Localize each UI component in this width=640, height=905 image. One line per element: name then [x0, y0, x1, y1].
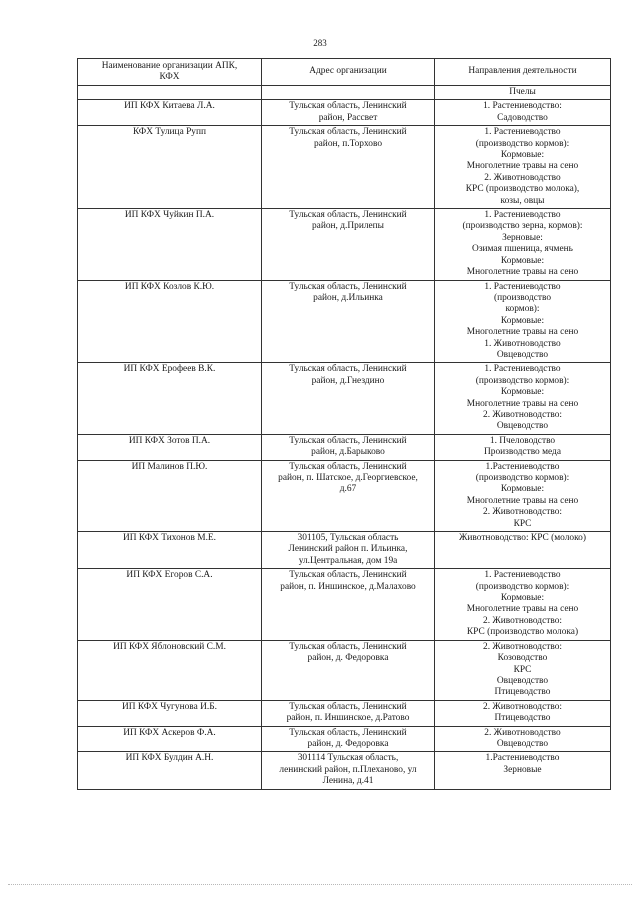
table-row — [78, 434, 611, 460]
activity-directions-cell — [435, 460, 611, 531]
cell-line: ИП КФХ Аскеров Ф.А. — [123, 727, 216, 738]
organization-address-cell — [262, 126, 435, 209]
activity-directions-cell — [435, 640, 611, 700]
table-row — [78, 280, 611, 363]
cell-line: Овцеводство — [496, 349, 549, 360]
cell-line: (производство кормов): — [475, 375, 570, 386]
cell-line: район, п.Торхово — [313, 138, 383, 149]
cell-line: 1.Растениеводство — [485, 753, 560, 764]
cell-line: Многолетние травы на сено — [466, 495, 579, 506]
cell-line: Тульская область, Ленинский — [289, 461, 407, 472]
cell-line: козы, овцы — [500, 195, 545, 206]
cell-line: Кормовые: — [500, 150, 545, 161]
table-row — [78, 209, 611, 280]
cell-line: ленинский район, п.Плеханово, ул — [279, 764, 417, 775]
cell-line: ИП КФХ Булдин А.Н. — [125, 753, 214, 764]
cell-line: район, д. Федоровка — [307, 653, 389, 664]
cell-line: Птицеводство — [494, 713, 551, 724]
organization-name-cell — [78, 363, 262, 434]
cell-line: 301114 Тульская область, — [297, 753, 399, 764]
cell-line: КРС (производство молока), — [465, 184, 580, 195]
activity-directions-cell — [435, 532, 611, 569]
cell-line: район, п. Шатское, д.Георгиевское, — [278, 473, 418, 483]
organization-name-cell — [78, 532, 262, 569]
cell-line: Производство меда — [484, 447, 561, 458]
header-line: Наименование организации АПК, — [101, 60, 238, 71]
cell-line: Тульская область, Ленинский — [289, 281, 407, 292]
cell-line: район, п. Иншинское, д.Ратово — [286, 713, 410, 724]
cell-line: район, д.Прилепы — [311, 221, 384, 232]
cell-line: Ленина, д.41 — [322, 776, 374, 787]
table-row — [78, 363, 611, 434]
cell-line: 1. Растениеводство — [484, 281, 561, 292]
cell-line: КФХ Тулица Рупп — [132, 127, 207, 138]
cell-line: д.67 — [339, 484, 357, 495]
cell-line: (производство зерна, кормов): — [462, 221, 583, 232]
cell-line: 2. Животноводство — [484, 172, 561, 183]
organization-name-cell — [78, 569, 262, 640]
header-organization-address — [262, 59, 435, 86]
cell-line: район, д.Ильинка — [313, 292, 383, 303]
cell-line: ИП КФХ Яблоновский С.М. — [113, 641, 226, 652]
cell-line: Кормовые: — [500, 484, 545, 495]
cell-line: Тульская область, Ленинский — [289, 570, 407, 581]
cell-line: ИП КФХ Егоров С.А. — [126, 570, 213, 581]
cell-line: Овцеводство — [496, 421, 549, 432]
organization-address-cell — [262, 752, 435, 789]
cell-line: 2. Животноводство: — [483, 409, 562, 420]
cell-line: КРС (производство молока) — [466, 627, 579, 638]
cell-line: Тульская область, Ленинский — [289, 701, 407, 712]
cell-line: 2. Животноводство: — [483, 615, 562, 626]
cell-line: ИП КФХ Тихонов М.Е. — [123, 533, 216, 544]
cell-line: район, д.Гнездино — [311, 375, 385, 386]
cell-line: Зерновые: — [502, 232, 543, 243]
cell-line: ИП КФХ Китаева Л.А. — [124, 101, 215, 112]
cell-line: 1. Растениеводство — [484, 127, 561, 138]
organization-address-cell — [262, 86, 435, 100]
cell-line: 1. Животноводство — [484, 338, 561, 349]
activity-directions-cell — [435, 569, 611, 640]
cell-line: ИП КФХ Чуйкин П.А. — [124, 210, 215, 221]
activity-directions-cell — [435, 700, 611, 726]
cell-line: Озимая пшеница, ячмень — [472, 244, 573, 255]
cell-line: Тульская область, Ленинский — [289, 435, 407, 446]
organization-address-cell — [262, 280, 435, 363]
cell-line: район, п. Иншинское, д.Малахово — [280, 581, 416, 592]
activity-directions-cell — [435, 86, 611, 100]
activity-directions-cell — [435, 726, 611, 752]
organization-name-cell — [78, 86, 262, 100]
cell-line: Козоводство — [497, 653, 548, 664]
table-header-row — [78, 59, 611, 86]
header-line: Адрес организации — [309, 66, 387, 77]
organization-name-cell — [78, 126, 262, 209]
table-row — [78, 640, 611, 700]
cell-line: Многолетние травы на сено — [466, 398, 579, 409]
organization-name-cell — [78, 100, 262, 126]
cell-line: Овцеводство — [496, 675, 549, 686]
organization-address-cell — [262, 700, 435, 726]
cell-line: 1. Растениеводство — [484, 210, 561, 221]
cell-line: (производство кормов): — [475, 473, 570, 483]
cell-line: ИП КФХ Зотов П.А. — [128, 435, 211, 446]
cell-line: 1. Растениеводство — [484, 570, 561, 581]
organization-name-cell — [78, 280, 262, 363]
cell-line: Кормовые: — [500, 315, 545, 326]
cell-line: 2. Животноводство: — [483, 641, 562, 652]
cell-line: Пчелы — [509, 87, 536, 97]
agro-organizations-table — [77, 58, 611, 790]
table-row — [78, 460, 611, 531]
organization-address-cell — [262, 640, 435, 700]
cell-line: (производство кормов): — [475, 138, 570, 149]
activity-directions-cell — [435, 126, 611, 209]
cell-line: 2. Животноводство — [484, 727, 561, 738]
cell-line: (производство кормов): — [475, 581, 570, 592]
cell-line: Многолетние травы на сено — [466, 161, 579, 172]
organization-name-cell — [78, 460, 262, 531]
organization-address-cell — [262, 460, 435, 531]
cell-line: Тульская область, Ленинский — [289, 641, 407, 652]
table-row — [78, 569, 611, 640]
cell-line: Зерновые — [503, 764, 542, 775]
cell-line: Многолетние травы на сено — [466, 327, 579, 338]
activity-directions-cell — [435, 280, 611, 363]
header-activity-directions — [435, 59, 611, 86]
cell-line: кормов): — [505, 304, 540, 315]
activity-directions-cell — [435, 434, 611, 460]
footer-scan-artifact — [8, 884, 632, 885]
table-row — [78, 100, 611, 126]
organization-address-cell — [262, 569, 435, 640]
cell-line: 1. Растениеводство: — [483, 101, 562, 112]
cell-line: ул.Центральная, дом 19а — [298, 555, 398, 566]
organization-address-cell — [262, 100, 435, 126]
header-line: КФХ — [159, 72, 180, 82]
organization-name-cell — [78, 640, 262, 700]
cell-line: Садоводство — [497, 112, 548, 123]
cell-line: Тульская область, Ленинский — [289, 727, 407, 738]
organization-address-cell — [262, 209, 435, 280]
cell-line: Животноводство: КРС (молоко) — [458, 533, 586, 544]
cell-line: Кормовые: — [500, 387, 545, 398]
cell-line: ИП КФХ Ерофеев В.К. — [123, 364, 216, 375]
header-organization-name — [78, 59, 262, 86]
cell-line: 1. Растениеводство — [484, 364, 561, 375]
organization-address-cell — [262, 532, 435, 569]
table-row — [78, 726, 611, 752]
cell-line: 301105, Тульская область — [297, 533, 399, 544]
cell-line: Кормовые: — [500, 255, 545, 266]
cell-line: Птицеводство — [494, 687, 551, 698]
table-body — [78, 86, 611, 790]
organization-name-cell — [78, 752, 262, 789]
cell-line: 2. Животноводство: — [483, 507, 562, 518]
cell-line: Тульская область, Ленинский — [289, 210, 407, 221]
cell-line: (производство — [493, 292, 552, 303]
cell-line: 1. Пчеловодство — [489, 435, 556, 446]
organization-name-cell — [78, 726, 262, 752]
table-row — [78, 86, 611, 100]
cell-line: Овцеводство — [496, 738, 549, 749]
cell-line: район, д.Барыково — [311, 447, 385, 458]
table-row — [78, 532, 611, 569]
activity-directions-cell — [435, 100, 611, 126]
cell-line: КРС — [513, 664, 532, 675]
cell-line: Тульская область, Ленинский — [289, 127, 407, 138]
cell-line: ИП Малинов П.Ю. — [131, 461, 208, 472]
cell-line: Тульская область, Ленинский — [289, 101, 407, 112]
organization-name-cell — [78, 434, 262, 460]
cell-line: Многолетние травы на сено — [466, 267, 579, 278]
cell-line: Тульская область, Ленинский — [289, 364, 407, 375]
cell-line: Ленинский район п. Ильинка, — [288, 544, 408, 555]
organization-name-cell — [78, 209, 262, 280]
organization-address-cell — [262, 434, 435, 460]
organization-name-cell — [78, 700, 262, 726]
cell-line: ИП КФХ Козлов К.Ю. — [124, 281, 215, 292]
page-number: 283 — [313, 38, 327, 48]
cell-line: район, д. Федоровка — [307, 738, 389, 749]
cell-line: 2. Животноводство: — [483, 701, 562, 712]
cell-line: Кормовые: — [500, 593, 545, 604]
cell-line: Многолетние травы на сено — [466, 604, 579, 615]
cell-line: ИП КФХ Чугунова И.Б. — [122, 701, 217, 712]
activity-directions-cell — [435, 363, 611, 434]
activity-directions-cell — [435, 752, 611, 789]
cell-line: район, Рассвет — [318, 112, 378, 123]
header-line: Направления деятельности — [468, 66, 577, 77]
cell-line: КРС — [513, 518, 532, 529]
table-row — [78, 752, 611, 789]
table-row — [78, 126, 611, 209]
table-row — [78, 700, 611, 726]
organization-address-cell — [262, 726, 435, 752]
organization-address-cell — [262, 363, 435, 434]
activity-directions-cell — [435, 209, 611, 280]
cell-line: 1.Растениеводство — [485, 461, 560, 472]
